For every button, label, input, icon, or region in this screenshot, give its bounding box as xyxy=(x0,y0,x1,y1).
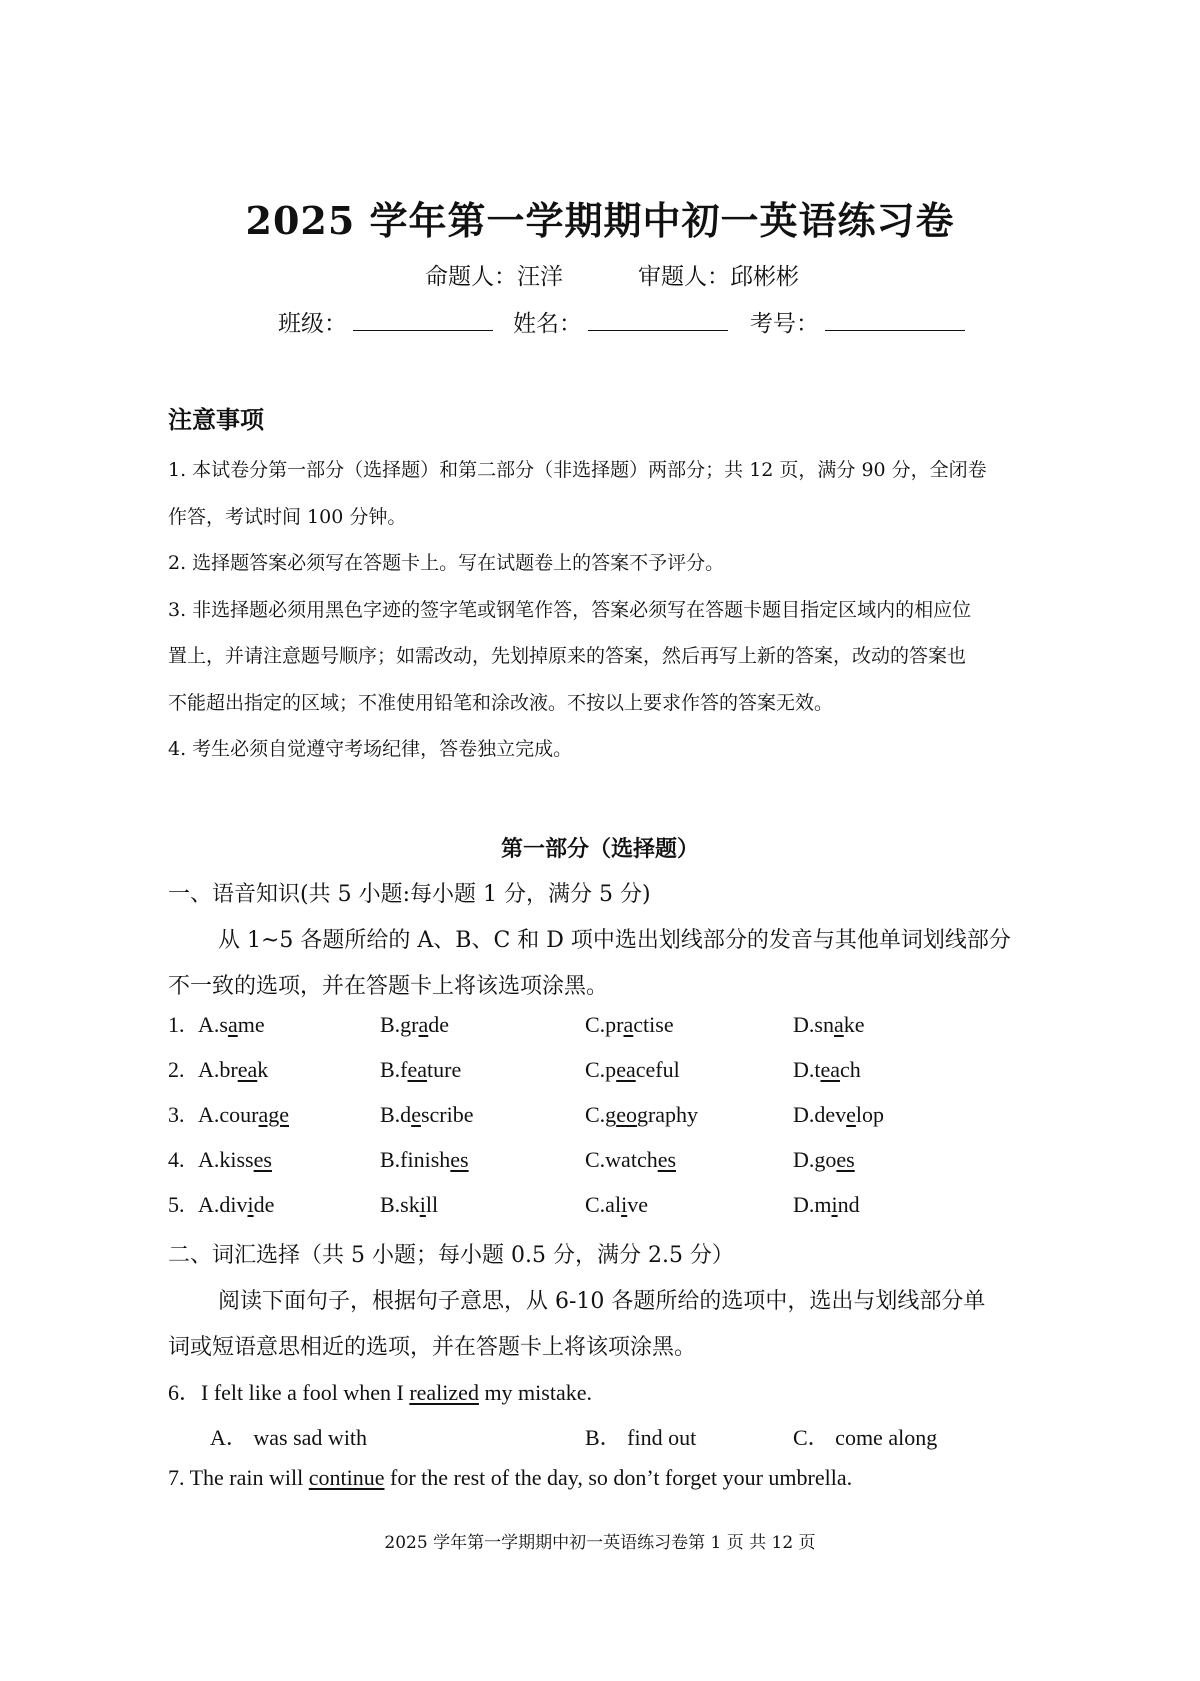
option-text: graphy xyxy=(636,1102,699,1127)
option-d[interactable] xyxy=(793,1147,855,1173)
question-number: 2. xyxy=(168,1057,185,1082)
underlined-letters: es xyxy=(253,1147,272,1172)
question-number: 3. xyxy=(168,1102,185,1127)
question-text: for the rest of the day, so don’t forget your umbrella. xyxy=(384,1465,853,1490)
setter-label: 命题人：汪洋 xyxy=(425,264,563,290)
option-text: C.g xyxy=(585,1102,617,1127)
underlined-letters: es xyxy=(657,1147,677,1172)
name-blank[interactable] xyxy=(588,310,728,331)
underlined-letters: a xyxy=(418,1012,429,1037)
question-number: 4. xyxy=(168,1147,185,1172)
section1-instruction: 不一致的选项，并在答题卡上将该选项涂黑。 xyxy=(168,974,609,999)
question-6 xyxy=(168,1376,592,1407)
option-text: D.sn xyxy=(793,1012,834,1037)
underlined-letters: a xyxy=(833,1012,844,1037)
option-a[interactable] xyxy=(198,1102,289,1128)
option-text: B.gr xyxy=(380,1012,419,1037)
option-d[interactable] xyxy=(793,1057,861,1083)
option-text: A.kiss xyxy=(198,1147,254,1172)
question-number: 1. xyxy=(168,1012,185,1037)
underlined-letters: i xyxy=(831,1192,838,1217)
section2-heading: 二、词汇选择（共 5 小题；每小题 0.5 分，满分 2.5 分） xyxy=(168,1243,734,1268)
notice-line: 1. 本试卷分第一部分（选择题）和第二部分（非选择题）两部分；共 12 页，满分 90 分，全闭卷 xyxy=(168,459,987,481)
option-text: lop xyxy=(855,1102,885,1127)
underlined-letters: i xyxy=(419,1192,426,1217)
option-b[interactable] xyxy=(380,1102,473,1128)
underlined-letters: e xyxy=(411,1102,421,1127)
option-b[interactable] xyxy=(380,1057,461,1083)
option-a[interactable] xyxy=(198,1192,274,1218)
underlined-letters: ea xyxy=(616,1057,636,1082)
notice-line: 置上，并请注意题号顺序；如需改动，先划掉原来的答案，然后再写上新的答案，改动的答案也 xyxy=(168,645,967,667)
option-text: C.al xyxy=(585,1192,622,1217)
option-text: B.finish xyxy=(380,1147,451,1172)
option-text: C.p xyxy=(585,1057,617,1082)
reviewer-label: 审题人：邱彬彬 xyxy=(638,264,799,290)
option-text: B.d xyxy=(380,1102,412,1127)
option-text: D.go xyxy=(793,1147,837,1172)
option-text: A.cour xyxy=(198,1102,259,1127)
option-text: B.f xyxy=(380,1057,408,1082)
option-text: A.div xyxy=(198,1192,248,1217)
name-label: 姓名： xyxy=(513,311,582,337)
underlined-letters: es xyxy=(450,1147,469,1172)
underlined-word: realized xyxy=(409,1380,479,1405)
option-text: D.dev xyxy=(793,1102,847,1127)
option-b[interactable] xyxy=(380,1012,449,1038)
option-b[interactable] xyxy=(380,1192,438,1218)
option-text: A.br xyxy=(198,1057,238,1082)
underlined-letters: eo xyxy=(616,1102,637,1127)
underlined-letters: a xyxy=(227,1012,238,1037)
question-text: 6．I felt like a fool when I xyxy=(168,1380,410,1405)
question-text: my mistake. xyxy=(478,1380,592,1405)
option-c[interactable] xyxy=(585,1057,680,1083)
option-text: C.pr xyxy=(585,1012,624,1037)
underlined-letters: ea xyxy=(820,1057,841,1082)
notice-line: 3. 非选择题必须用黑色字迹的签字笔或钢笔作答，答案必须写在答题卡题目指定区域内的相应位 xyxy=(168,599,972,621)
notice-line: 4. 考生必须自觉遵守考场纪律，答卷独立完成。 xyxy=(168,738,573,760)
underlined-letters: i xyxy=(621,1192,628,1217)
option-text: k xyxy=(257,1057,269,1082)
option-text: me xyxy=(237,1012,265,1037)
number-field xyxy=(750,305,965,338)
number-blank[interactable] xyxy=(825,310,965,331)
notice-title: 注意事项 xyxy=(168,406,264,434)
option-text: de xyxy=(428,1012,450,1037)
underlined-word: continue xyxy=(308,1465,385,1490)
option-text: D.t xyxy=(793,1057,821,1082)
option-c[interactable]: C． come along xyxy=(793,1425,938,1450)
option-text: B.sk xyxy=(380,1192,420,1217)
option-d[interactable] xyxy=(793,1012,864,1038)
section2-instruction: 阅读下面句子，根据句子意思，从 6-10 各题所给的选项中，选出与划线部分单 xyxy=(218,1289,986,1314)
class-field xyxy=(278,305,493,338)
option-a[interactable] xyxy=(198,1147,272,1173)
page-footer: 2025 学年第一学期期中初一英语练习卷第 1 页 共 12 页 xyxy=(384,1533,816,1553)
name-field xyxy=(513,305,728,338)
option-text: D.m xyxy=(793,1192,832,1217)
option-text: ch xyxy=(840,1057,861,1082)
section1-instruction: 从 1~5 各题所给的 A、B、C 和 D 项中选出划线部分的发音与其他单词划线部分 xyxy=(218,928,1011,953)
option-text: de xyxy=(253,1192,275,1217)
class-blank[interactable] xyxy=(353,310,493,331)
notice-line: 作答，考试时间 100 分钟。 xyxy=(168,506,407,528)
underlined-letters: ea xyxy=(237,1057,258,1082)
option-text: nd xyxy=(837,1192,860,1217)
underlined-letters: ea xyxy=(407,1057,428,1082)
option-a[interactable]: A． was sad with xyxy=(210,1425,368,1450)
section1-heading: 一、语音知识(共 5 小题:每小题 1 分，满分 5 分) xyxy=(168,882,651,907)
question-7 xyxy=(168,1465,852,1491)
option-d[interactable] xyxy=(793,1192,860,1218)
option-b[interactable] xyxy=(380,1147,469,1173)
question-number: 5. xyxy=(168,1192,185,1217)
class-label: 班级： xyxy=(278,311,347,337)
option-text: ceful xyxy=(635,1057,680,1082)
underlined-letters: age xyxy=(258,1102,290,1127)
option-b[interactable]: B． find out xyxy=(585,1425,697,1450)
number-label: 考号： xyxy=(750,311,819,337)
option-text: A.s xyxy=(198,1012,228,1037)
option-c[interactable] xyxy=(585,1147,676,1173)
option-text: scribe xyxy=(420,1102,474,1127)
option-c[interactable] xyxy=(585,1192,648,1218)
option-text: ture xyxy=(427,1057,462,1082)
part-title: 第一部分（选择题） xyxy=(500,836,699,862)
notice-line: 不能超出指定的区域；不准使用铅笔和涂改液。不按以上要求作答的答案无效。 xyxy=(168,692,834,714)
option-text: ctise xyxy=(633,1012,674,1037)
underlined-letters: es xyxy=(836,1147,855,1172)
option-text: C.watch xyxy=(585,1147,658,1172)
underlined-letters: a xyxy=(623,1012,634,1037)
notice-line: 2. 选择题答案必须写在答题卡上。写在试题卷上的答案不予评分。 xyxy=(168,552,725,574)
underlined-letters: i xyxy=(247,1192,254,1217)
option-text: ll xyxy=(425,1192,439,1217)
option-d[interactable] xyxy=(793,1102,884,1128)
option-a[interactable] xyxy=(198,1057,268,1083)
underlined-letters: e xyxy=(846,1102,856,1127)
option-c[interactable] xyxy=(585,1102,698,1128)
option-text: ve xyxy=(627,1192,648,1217)
question-text: 7. The rain will xyxy=(168,1465,309,1490)
section2-instruction: 词或短语意思相近的选项，并在答题卡上将该项涂黑。 xyxy=(168,1335,697,1360)
option-text: ke xyxy=(843,1012,865,1037)
page-title: 2025 学年第一学期期中初一英语练习卷 xyxy=(245,198,955,243)
option-c[interactable] xyxy=(585,1012,674,1038)
option-a[interactable] xyxy=(198,1012,265,1038)
